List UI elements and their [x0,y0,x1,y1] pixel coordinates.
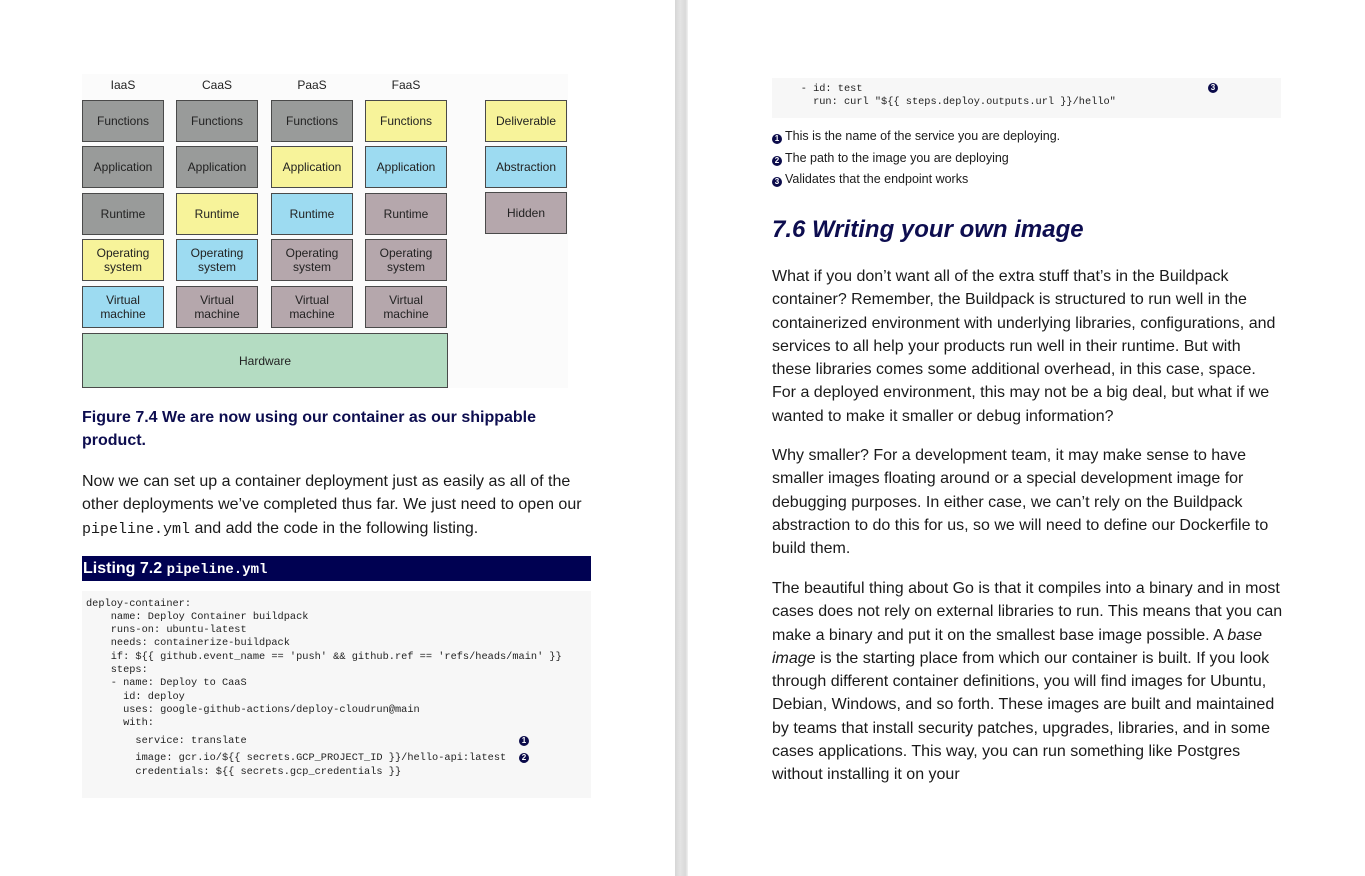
layer-box: Application [82,146,164,188]
hardware-box: Hardware [82,333,448,388]
listing-title-text: Listing 7.2 [83,560,167,577]
code-line: run: curl "${{ steps.deploy.outputs.url }}/hello" [776,96,1116,108]
code-listing-continuation [772,78,1281,118]
listing-title [82,556,591,581]
code-line: if: ${{ github.event_name == 'push' && github.ref == 'refs/heads/main' }} [86,651,562,663]
code-line: needs: containerize-buildpack [86,637,290,649]
page-divider [675,0,688,876]
code-line: steps: [86,664,148,676]
code-line: image: gcr.io/${{ secrets.GCP_PROJECT_ID }}/hello-api:latest [86,752,507,764]
callout-note-text: The path to the image you are deploying [785,151,1009,165]
body-paragraph [82,470,594,541]
callout-marker-3: 3 [1208,83,1218,93]
layer-box: Operating system [176,239,258,281]
layer-box: Operating system [271,239,353,281]
layer-box: Application [176,146,258,188]
code-line: name: Deploy Container buildpack [86,611,309,623]
code-line: runs-on: ubuntu-latest [86,624,247,636]
listing-title-code: pipeline.yml [166,562,268,578]
code-line: with: [86,717,154,729]
layer-box: Runtime [365,193,447,235]
layer-box: Virtual machine [271,286,353,328]
column-header-iaas: IaaS [110,78,136,92]
layer-box: Functions [176,100,258,142]
column-header-paas: PaaS [297,78,327,92]
legend-hidden: Hidden [485,192,567,234]
layer-box: Runtime [271,193,353,235]
callout-marker-1: 1 [519,736,529,746]
paragraph-text: The beautiful thing about Go is that it compiles into a binary and in most cases does not rely on external libraries to run. This means that you can make a binary and put it on the smallest base image possible. A [772,580,1283,644]
callout-note-text: Validates that the endpoint works [785,172,969,186]
emphasized-term: base image [772,626,1263,667]
section-heading: 7.6 Writing your own image [772,216,1084,243]
callout-marker-3: 3 [772,177,782,187]
service-model-diagram [82,74,568,388]
callout-note [772,151,1009,166]
paragraph-text: Now we can set up a container deployment just as easily as all of the other deployments we’ve completed thus far. We just need to open our [82,473,582,514]
callout-marker-2: 2 [772,156,782,166]
inline-code: pipeline.yml [82,520,191,538]
column-header-faas: FaaS [391,78,421,92]
callout-note [772,129,1060,144]
column-header-caas: CaaS [201,78,233,92]
layer-box: Operating system [82,239,164,281]
layer-box: Functions [82,100,164,142]
code-line: deploy-container: [86,598,192,610]
paragraph-text: is the starting place from which our container is built. If you look through different container definitions, you will find images for Ubuntu, Debian, Windows, and so forth. These images are built and maintained by teams that install security patches, upgrades, libraries, and in some cases applications. This way, you can run something like Postgres without installing it on your [772,649,1275,784]
layer-box: Application [271,146,353,188]
code-line: - name: Deploy to CaaS [86,677,247,689]
legend-abstraction: Abstraction [485,146,567,188]
code-line: credentials: ${{ secrets.gcp_credentials }} [86,766,402,778]
layer-box: Functions [365,100,447,142]
callout-note [772,172,968,187]
callout-note-text: This is the name of the service you are deploying. [785,129,1061,143]
layer-box: Virtual machine [82,286,164,328]
layer-box: Runtime [176,193,258,235]
layer-box: Functions [271,100,353,142]
layer-box: Application [365,146,447,188]
body-paragraph: What if you don’t want all of the extra stuff that’s in the Buildpack container? Remember, the Buildpack is structured to run well in the containerized environment with underlying libraries, configurations, and services to all help your products run well in their runtime. But with these libraries comes some additional overhead, in this case, space. For a deployed environment, this may not be a big deal, but what if we wanted to make it smaller or debug information? [772,268,1276,425]
layer-box: Operating system [365,239,447,281]
paragraph-text: and add the code in the following listing. [190,519,479,537]
code-line: service: translate [86,735,247,747]
figure-caption: Figure 7.4 We are now using our container as our shippable product. [82,409,537,449]
body-paragraph [772,577,1284,787]
callout-marker-2: 2 [519,753,529,763]
code-line: uses: google-github-actions/deploy-cloudrun@main [86,704,420,716]
left-page [0,0,675,876]
layer-box: Runtime [82,193,164,235]
callout-marker-1: 1 [772,134,782,144]
layer-box: Virtual machine [176,286,258,328]
code-listing [82,591,591,798]
legend-deliverable: Deliverable [485,100,567,142]
code-line: id: deploy [86,691,185,703]
layer-box: Virtual machine [365,286,447,328]
code-line: - id: test [776,83,863,95]
body-paragraph: Why smaller? For a development team, it may make sense to have smaller images floating around or a special development image for debugging purposes. In either case, we can’t rely on the Buildpack abstraction to do this for us, so we will need to define our Dockerfile to build them. [772,447,1269,558]
